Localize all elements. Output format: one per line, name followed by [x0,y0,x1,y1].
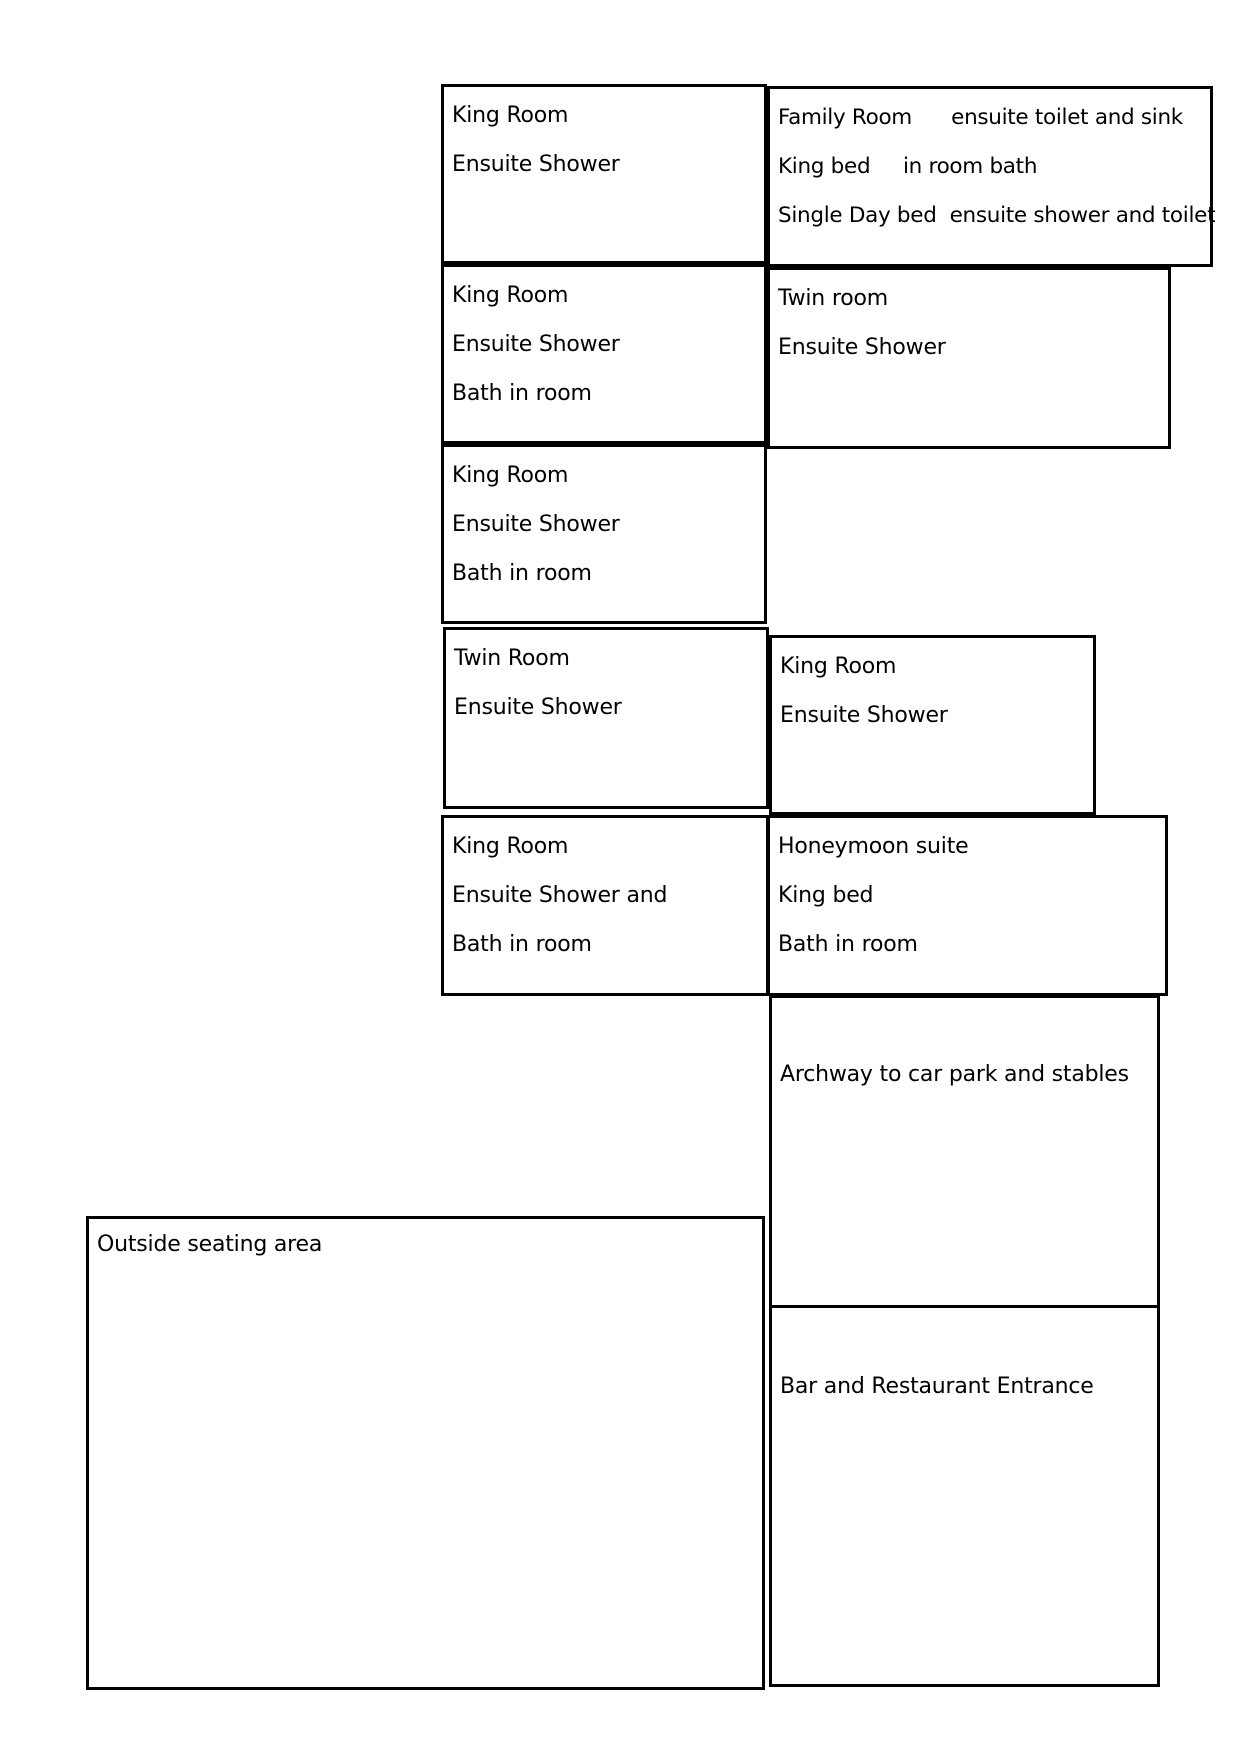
room-feature: Ensuite Shower [778,335,946,360]
outside-seating-area [86,1216,765,1690]
room-name: Twin Room [454,646,570,671]
room-feature: Ensuite Shower [780,703,948,728]
king-room-4 [769,635,1096,815]
bar-restaurant-entrance [769,1305,1160,1687]
king-room-5 [441,815,769,996]
area-label: Archway to car park and stables [780,1062,1129,1087]
room-feature: Bath in room [452,561,592,586]
room-feature: Ensuite Shower [452,512,620,537]
area-label: Outside seating area [97,1232,323,1257]
king-room-1 [441,84,767,264]
room-feature: Bath in room [452,381,592,406]
room-feature: Ensuite Shower [452,152,620,177]
honeymoon-suite [767,815,1168,996]
twin-room-2 [443,627,769,809]
archway-area [769,995,1160,1308]
room-feature: Bath in room [778,932,918,957]
king-room-3 [441,444,767,624]
king-room-2 [441,264,767,444]
room-name: King Room [452,283,569,308]
area-label: Bar and Restaurant Entrance [780,1374,1094,1399]
room-feature: Ensuite Shower [454,695,622,720]
room-name: Twin room [778,286,888,311]
room-name: King Room [452,103,569,128]
room-feature: King bed [778,883,874,908]
room-name: King Room [452,463,569,488]
room-feature: King bed in room bath [778,154,1038,179]
family-room [767,86,1216,267]
room-name: Family Room ensuite toilet and sink [778,105,1183,130]
room-feature: Bath in room [452,932,592,957]
twin-room-1 [767,267,1171,449]
room-feature: Ensuite Shower and [452,883,668,908]
room-name: King Room [780,654,897,679]
room-name: Honeymoon suite [778,834,969,859]
room-name: King Room [452,834,569,859]
room-feature: Single Day bed ensuite shower and toilet [778,203,1216,228]
room-feature: Ensuite Shower [452,332,620,357]
